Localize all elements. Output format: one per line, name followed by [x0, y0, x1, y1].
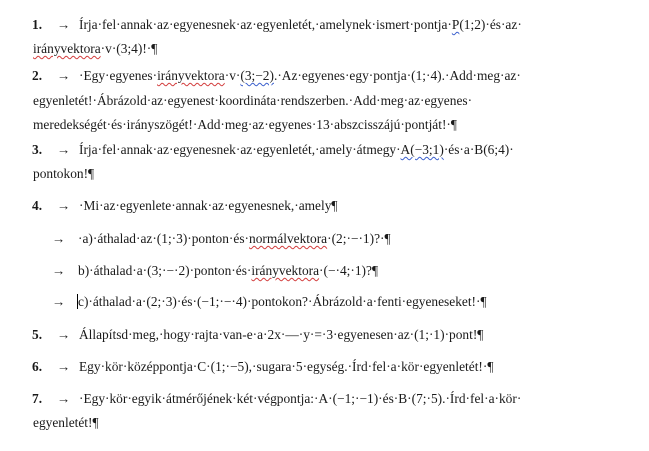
text-run: (1;2)·és·az·: [459, 17, 522, 32]
paragraph-text[interactable]: [33, 40, 157, 58]
text-run: ·(2;·−·1)?·¶: [327, 231, 391, 246]
paragraph-text[interactable]: [79, 67, 521, 85]
text-run: egyenletét!·Ábrázold·az·egyenest·koordináta·rendszerben.·Add·meg·az·egyenes·: [33, 93, 473, 108]
paragraph-text[interactable]: [33, 165, 94, 183]
list-number: 1.: [32, 17, 43, 32]
tab-arrow-icon: →: [57, 17, 71, 32]
text-run: normálvektora: [249, 231, 328, 246]
text-run: ·v·: [224, 68, 241, 83]
text-run: ·Egy·egyenes·: [79, 68, 158, 83]
tab-arrow-icon: →: [57, 359, 71, 374]
tab-arrow-icon: →: [57, 142, 71, 157]
text-run: ·Egy·kör·egyik·átmérőjének·két·végpontja:·A·(−1;·−1)·és·B·(7;·5).·Írd·fel·a·kör·: [79, 391, 522, 406]
text-run: Állapítsd·meg,·hogy·rajta·van-e·a·2x·—·y·=·3·egyenesen·az·(1;·1)·pont!¶: [79, 327, 484, 342]
text-run: ·a)·áthalad·az·(1;·3)·ponton·és·: [78, 231, 250, 246]
tab-arrow-icon: →: [57, 391, 71, 406]
text-run: meredekségét·és·irányszögét!·Add·meg·az·egyenes·13·abszcisszájú·pontját!·¶: [33, 117, 457, 132]
paragraph-text[interactable]: [78, 230, 391, 248]
text-run: Írja·fel·annak·az·egyenesnek·az·egyenletét,·amelynek·ismert·pontja·: [79, 17, 452, 32]
text-run: egyenletét!¶: [33, 415, 99, 430]
paragraph-text[interactable]: [33, 92, 472, 110]
tab-arrow-icon: →: [57, 68, 71, 83]
text-run: b)·áthalad·a·(3;·−·2)·ponton·és·: [78, 263, 252, 278]
tab-arrow-icon: →: [57, 198, 71, 213]
text-run: c)·áthalad·a·(2;·3)·és·(−1;·−·4)·pontokon?·Ábrázold·a·fenti·egyeneseket!·¶: [78, 294, 487, 309]
list-number: 4.: [32, 198, 43, 213]
list-number: 6.: [32, 359, 43, 374]
text-run: irányvektora: [251, 263, 320, 278]
tab-arrow-icon: →: [57, 327, 71, 342]
text-run: P: [451, 17, 460, 32]
text-run: irányvektora: [33, 41, 101, 56]
text-run: Egy·kör·középpontja·C·(1;·−5),·sugara·5·egység.·Írd·fel·a·kör·egyenletét!·¶: [79, 359, 494, 374]
list-number: 2.: [32, 68, 43, 83]
list-number: 7.: [32, 391, 43, 406]
paragraph-text[interactable]: [78, 262, 378, 280]
paragraph-text[interactable]: [78, 293, 487, 311]
text-run: .·Az·egyenes·egy·pontja·(1;·4).·Add·meg·az·: [273, 68, 521, 83]
paragraph-text[interactable]: [79, 16, 522, 34]
text-run: (3;−2): [240, 68, 274, 83]
paragraph-text[interactable]: [79, 141, 514, 159]
paragraph-text[interactable]: [79, 326, 483, 344]
tab-arrow-icon: →: [52, 263, 66, 278]
text-run: Írja·fel·annak·az·egyenesnek·az·egyenletét,·amely·átmegy·: [79, 142, 401, 157]
list-number: 3.: [32, 142, 43, 157]
text-run: ·(−·4;·1)?¶: [319, 263, 379, 278]
text-run: ·és·a·B(6;4)·: [443, 142, 514, 157]
paragraph-text[interactable]: [33, 116, 457, 134]
text-run: A(−3;1): [400, 142, 444, 157]
tab-arrow-icon: →: [52, 294, 66, 309]
list-number: 5.: [32, 327, 43, 342]
tab-arrow-icon: →: [52, 231, 66, 246]
text-run: irányvektora: [157, 68, 225, 83]
text-run: pontokon!¶: [33, 166, 95, 181]
paragraph-text[interactable]: [79, 197, 337, 215]
paragraph-text[interactable]: [33, 414, 99, 432]
text-run: ·v·(3;4)!·¶: [100, 41, 158, 56]
text-run: ·Mi·az·egyenlete·annak·az·egyenesnek,·amely¶: [79, 198, 338, 213]
paragraph-text[interactable]: [79, 390, 521, 408]
paragraph-text[interactable]: [79, 358, 493, 376]
